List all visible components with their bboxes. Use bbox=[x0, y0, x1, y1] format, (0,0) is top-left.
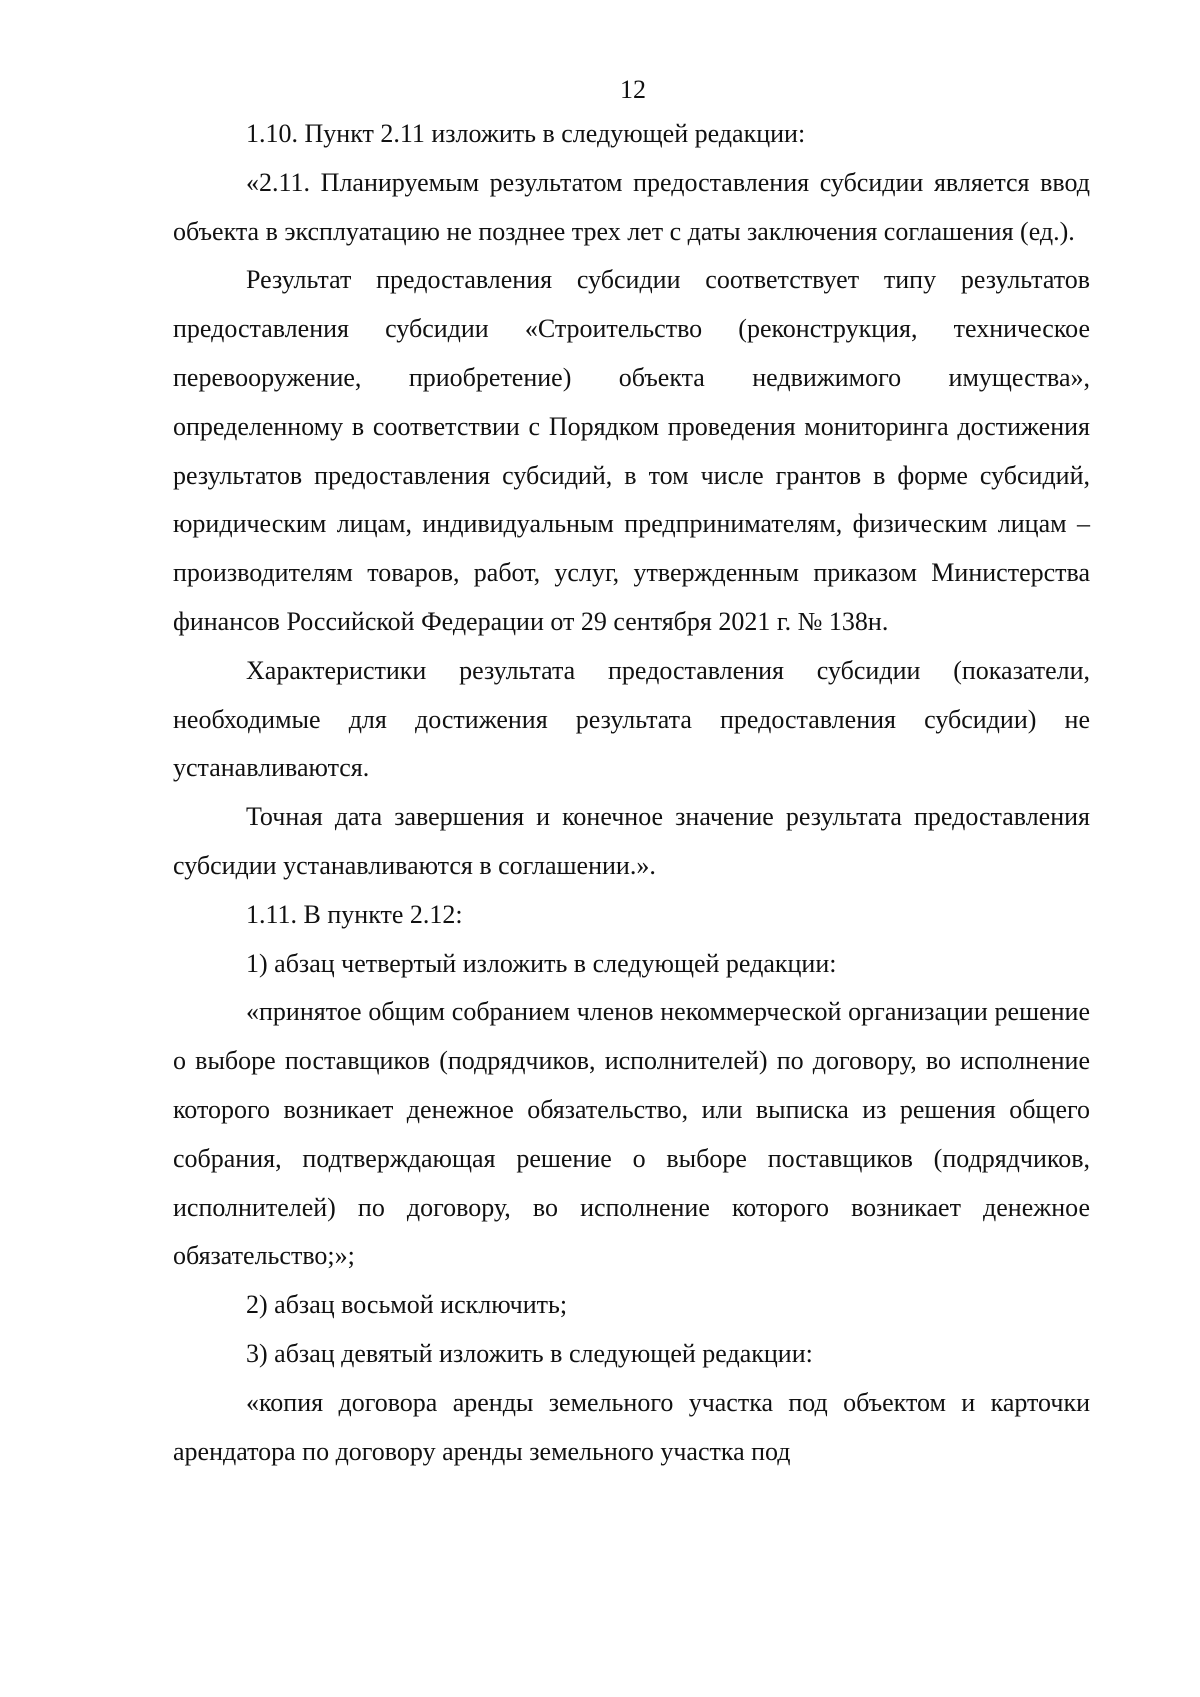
page-number: 12 bbox=[620, 75, 646, 104]
document-body bbox=[173, 110, 1090, 1476]
paragraph-general-meeting: «принятое общим собранием членов некоммерческой организации решение о выборе поставщиков (подрядчиков, исполнителей) по договору, во исполнение которого возникает денежное обязательство, или выписка из решения общего собрания, подтверждающая решение о выборе поставщиков (подрядчиков, исполнителей) по договору, во исполнение которого возникает денежное обязательство;»; bbox=[173, 997, 1090, 1271]
paragraph-item-3: 3) абзац девятый изложить в следующей редакции: bbox=[246, 1338, 813, 1368]
paragraph-characteristics: Характеристики результата предоставления субсидии (показатели, необходимые для достижения результата предоставления субсидии) не устанавливаются. bbox=[173, 655, 1090, 783]
paragraph-exact-date: Точная дата завершения и конечное значение результата предоставления субсидии устанавливаются в соглашении.». bbox=[173, 802, 1090, 880]
paragraph-lease-copy: «копия договора аренды земельного участка под объектом и карточки арендатора по договору аренды земельного участка под bbox=[173, 1387, 1090, 1466]
paragraph-2-11-result: «2.11. Планируемым результатом предоставления субсидии является ввод объекта в эксплуатацию не позднее трех лет с даты заключения соглашения (ед.). bbox=[173, 167, 1090, 246]
paragraph-1-10: 1.10. Пункт 2.11 изложить в следующей редакции: bbox=[246, 119, 806, 148]
paragraph-result-type: Результат предоставления субсидии соответствует типу результатов предоставления субсидии «Строительство (реконструкция, техническое перевооружение, приобретение) объекта недвижимого имущества», определенному в соответствии с Порядком проведения мониторинга достижения результатов предоставления субсидий, в том числе грантов в форме субсидий, юридическим лицам, индивидуальным предпринимателям, физическим лицам – производителям товаров, работ, услуг, утвержденным приказом Министерства финансов Российской Федерации от 29 сентября 2021 г. № 138н. bbox=[173, 265, 1090, 636]
paragraph-item-2: 2) абзац восьмой исключить; bbox=[246, 1290, 568, 1320]
paragraph-item-1: 1) абзац четвертый изложить в следующей редакции: bbox=[246, 948, 837, 978]
paragraph-1-11: 1.11. В пункте 2.12: bbox=[246, 899, 463, 929]
